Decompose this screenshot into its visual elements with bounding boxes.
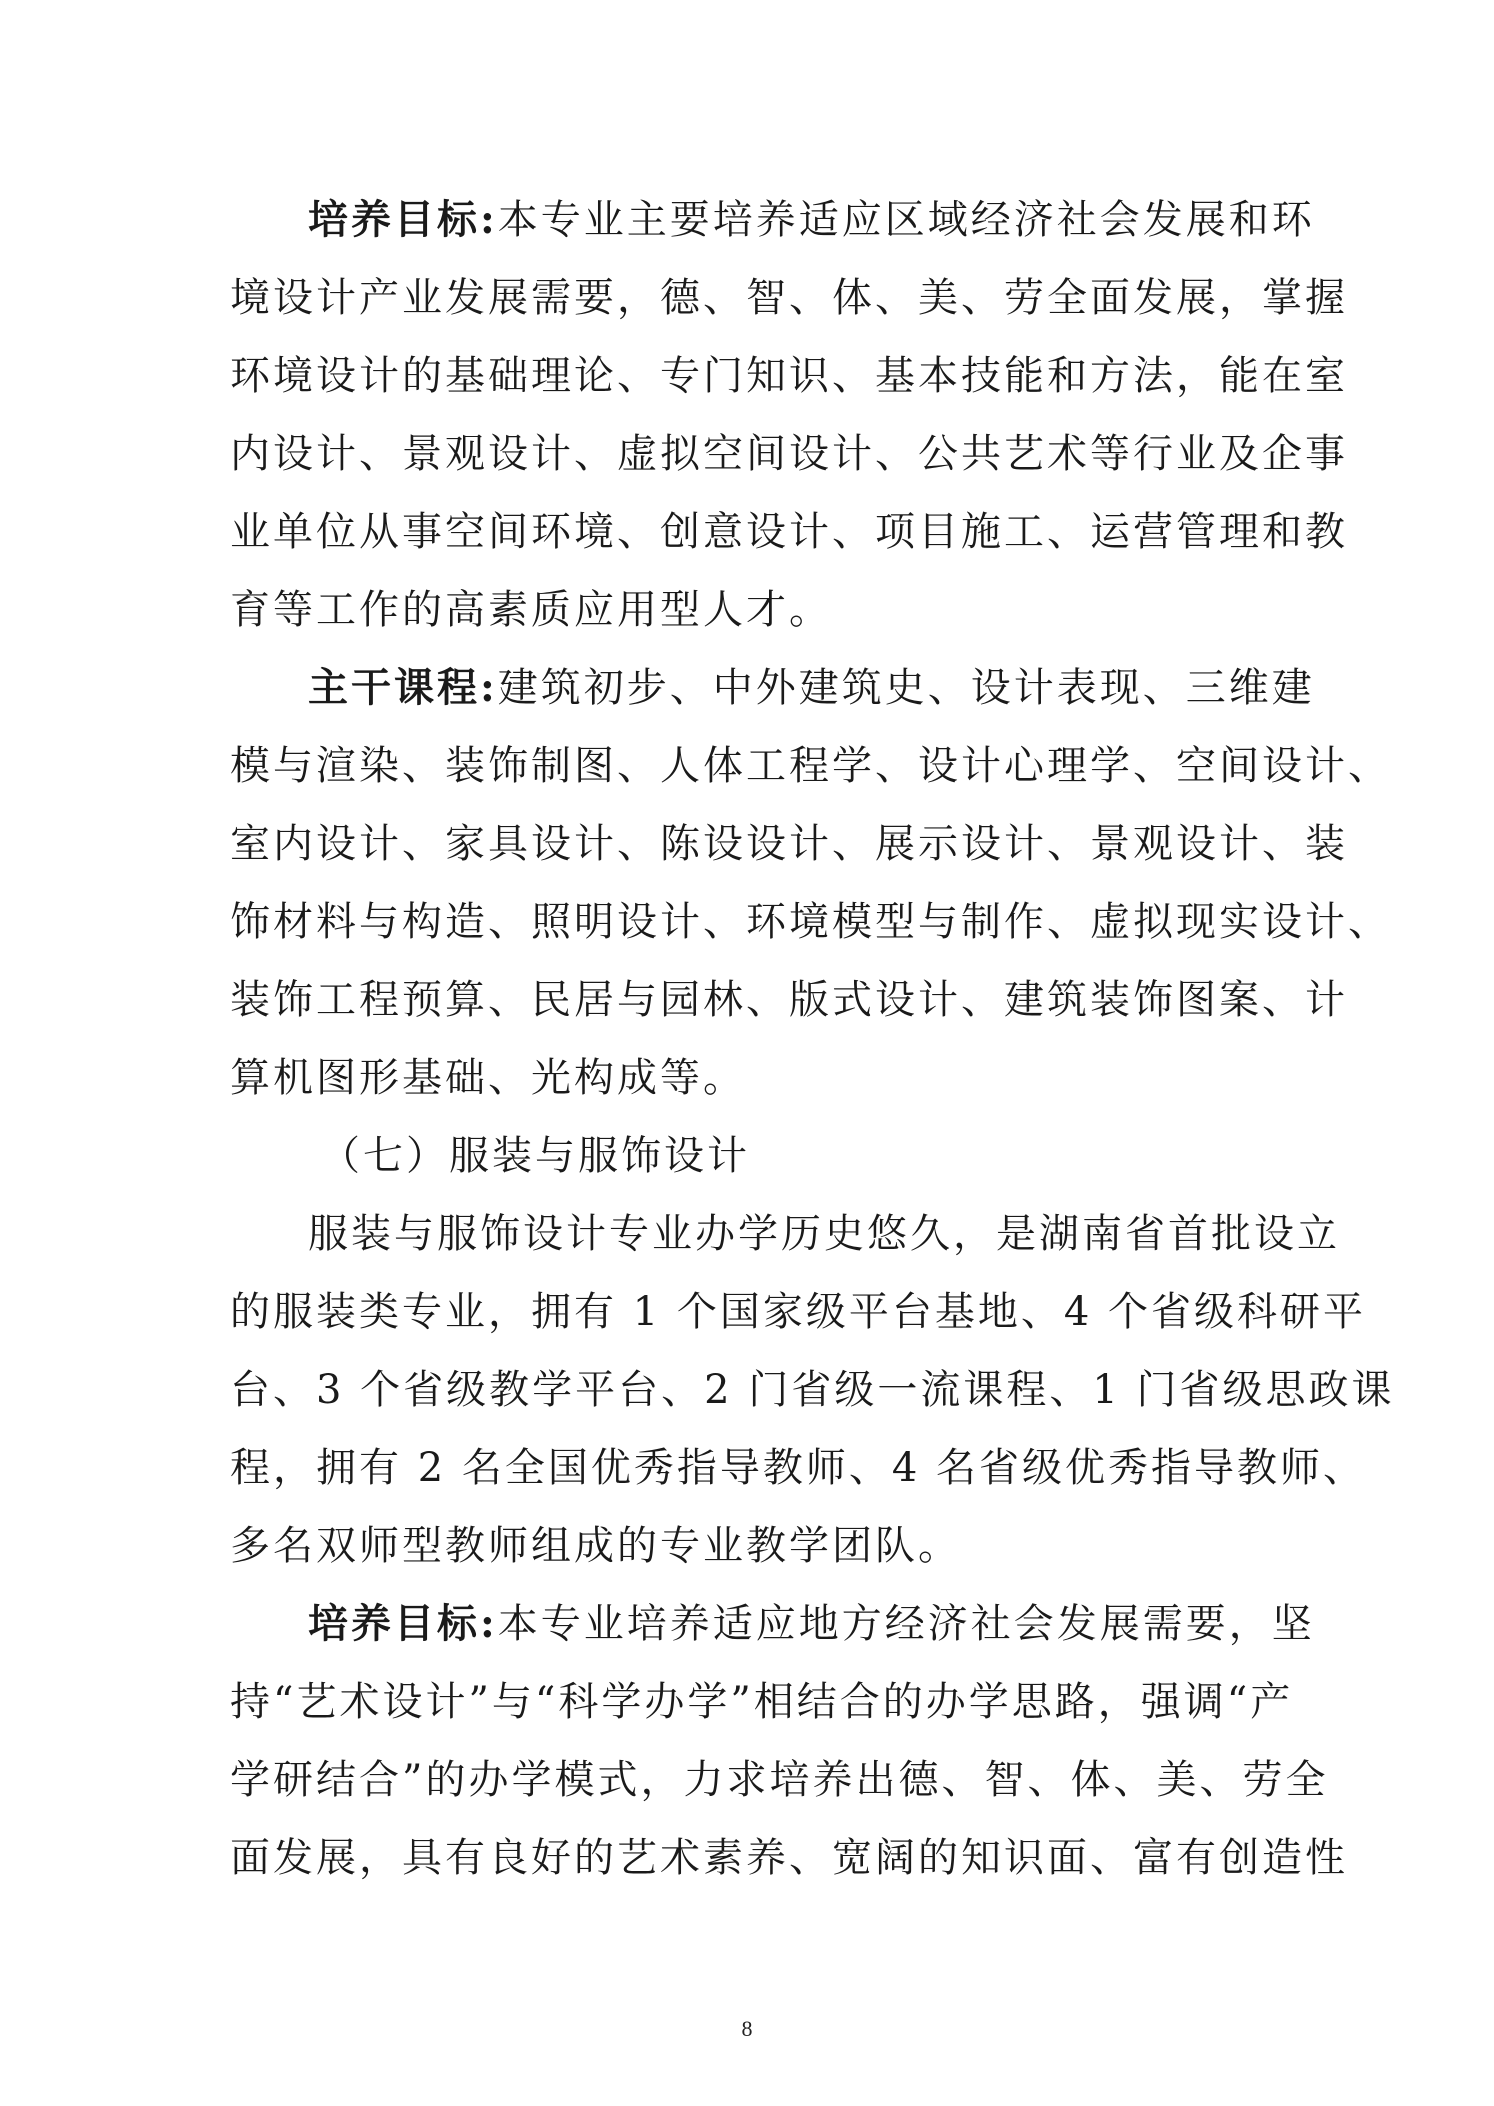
section-label: 主干课程: (308, 664, 498, 711)
section-label: 培养目标: (308, 196, 498, 243)
paragraph-line: 室内设计、家具设计、陈设设计、展示设计、景观设计、装 (230, 821, 1348, 867)
paragraph-line: 内设计、景观设计、虚拟空间设计、公共艺术等行业及企事 (230, 431, 1348, 477)
paragraph-line: 业单位从事空间环境、创意设计、项目施工、运营管理和教 (230, 509, 1348, 555)
paragraph-line: 装饰工程预算、民居与园林、版式设计、建筑装饰图案、计 (230, 977, 1348, 1023)
paragraph-line: 模与渲染、装饰制图、人体工程学、设计心理学、空间设计、 (230, 743, 1391, 789)
paragraph-line: 主干课程:建筑初步、中外建筑史、设计表现、三维建 (308, 664, 1315, 711)
paragraph-line: 面发展，具有良好的艺术素养、宽阔的知识面、富有创造性 (230, 1835, 1348, 1881)
paragraph-line: 多名双师型教师组成的专业教学团队。 (230, 1523, 961, 1569)
paragraph-line: 台、3 个省级教学平台、2 门省级一流课程、1 门省级思政课 (230, 1367, 1395, 1413)
paragraph-line: 服装与服饰设计专业办学历史悠久，是湖南省首批设立 (308, 1211, 1340, 1257)
paragraph-line: 饰材料与构造、照明设计、环境模型与制作、虚拟现实设计、 (230, 899, 1391, 945)
paragraph-line: 程，拥有 2 名全国优秀指导教师、4 名省级优秀指导教师、 (230, 1445, 1367, 1491)
paragraph-line: 育等工作的高素质应用型人才。 (230, 587, 832, 633)
paragraph-line: 境设计产业发展需要，德、智、体、美、劳全面发展，掌握 (230, 275, 1348, 321)
paragraph-line: 的服装类专业，拥有 1 个国家级平台基地、4 个省级科研平 (230, 1289, 1367, 1335)
paragraph-line: 学研结合”的办学模式，力求培养出德、智、体、美、劳全 (230, 1757, 1329, 1803)
paragraph-line: 持“艺术设计”与“科学办学”相结合的办学思路，强调“产 (230, 1679, 1294, 1725)
paragraph-line: 算机图形基础、光构成等。 (230, 1055, 746, 1101)
section-heading: （七）服装与服饰设计 (320, 1133, 750, 1179)
page-number: 8 (741, 2016, 753, 2041)
section-label: 培养目标: (308, 1600, 498, 1647)
paragraph-line: 培养目标:本专业主要培养适应区域经济社会发展和环 (308, 196, 1315, 243)
paragraph-line: 环境设计的基础理论、专门知识、基本技能和方法，能在室 (230, 353, 1348, 399)
paragraph-line: 培养目标:本专业培养适应地方经济社会发展需要，坚 (308, 1600, 1315, 1647)
